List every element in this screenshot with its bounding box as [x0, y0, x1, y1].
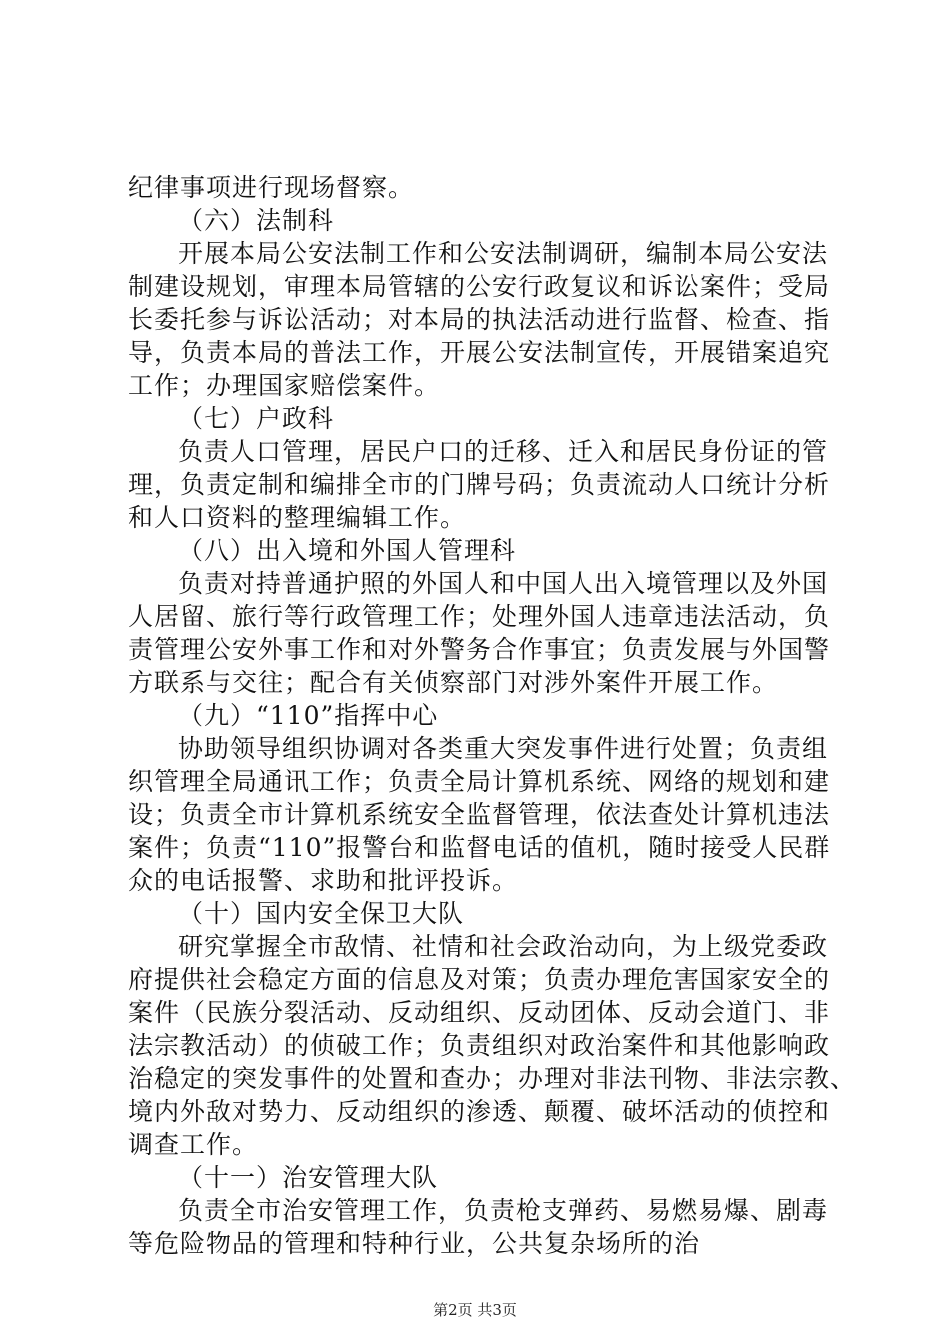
section-heading: （八）出入境和外国人管理科: [178, 536, 517, 565]
page-footer: 第2页 共3页: [433, 1301, 517, 1319]
text-line: 和人口资料的整理编辑工作。: [128, 503, 467, 532]
text-line: 长委托参与诉讼活动；对本局的执法活动进行监督、检查、指: [128, 305, 831, 334]
text-line: 制建设规划，审理本局管辖的公安行政复议和诉讼案件；受局: [128, 272, 831, 301]
text-line: 府提供社会稳定方面的信息及对策；负责办理危害国家安全的: [128, 965, 831, 994]
text-line: 众的电话报警、求助和批评投诉。: [128, 866, 519, 895]
text-line: 案件；负责“110”报警台和监督电话的值机，随时接受人民群: [128, 833, 831, 862]
text-line: 责管理公安外事工作和对外警务合作事宜；负责发展与外国警: [128, 635, 831, 664]
text-line: 负责全市治安管理工作，负责枪支弹药、易燃易爆、剧毒: [178, 1196, 829, 1225]
section-heading: （七）户政科: [178, 404, 335, 433]
text-line: 导，负责本局的普法工作，开展公安法制宣传，开展错案追究: [128, 338, 831, 367]
text-line: 研究掌握全市敌情、社情和社会政治动向，为上级党委政: [178, 932, 829, 961]
text-line: 案件（民族分裂活动、反动组织、反动团体、反动会道门、非: [128, 998, 831, 1027]
text-line: 纪律事项进行现场督察。: [128, 173, 415, 202]
section-heading: （十）国内安全保卫大队: [178, 899, 465, 928]
text-line: 织管理全局通讯工作；负责全局计算机系统、网络的规划和建: [128, 767, 831, 796]
text-line: 人居留、旅行等行政管理工作；处理外国人违章违法活动，负: [128, 602, 831, 631]
text-line: 理，负责定制和编排全市的门牌号码；负责流动人口统计分析: [128, 470, 831, 499]
text-line: 协助领导组织协调对各类重大突发事件进行处置；负责组: [178, 734, 829, 763]
text-line: 方联系与交往；配合有关侦察部门对涉外案件开展工作。: [128, 668, 779, 697]
text-line: 开展本局公安法制工作和公安法制调研，编制本局公安法: [178, 239, 829, 268]
text-line: 负责人口管理，居民户口的迁移、迁入和居民身份证的管: [178, 437, 829, 466]
section-heading: （六）法制科: [178, 206, 335, 235]
section-heading: （十一）治安管理大队: [178, 1163, 439, 1192]
text-line: 设；负责全市计算机系统安全监督管理，依法查处计算机违法: [128, 800, 831, 829]
text-line: 负责对持普通护照的外国人和中国人出入境管理以及外国: [178, 569, 829, 598]
text-line: 境内外敌对势力、反动组织的渗透、颠覆、破坏活动的侦控和: [128, 1097, 831, 1126]
text-line: 法宗教活动）的侦破工作；负责组织对政治案件和其他影响政: [128, 1031, 831, 1060]
section-heading: （九）“110”指挥中心: [178, 701, 439, 730]
text-line: 治稳定的突发事件的处置和查办；办理对非法刊物、非法宗教、: [128, 1064, 857, 1093]
text-line: 等危险物品的管理和特种行业，公共复杂场所的治: [128, 1229, 701, 1258]
text-line: 调查工作。: [128, 1130, 259, 1159]
text-line: 工作；办理国家赔偿案件。: [128, 371, 441, 400]
